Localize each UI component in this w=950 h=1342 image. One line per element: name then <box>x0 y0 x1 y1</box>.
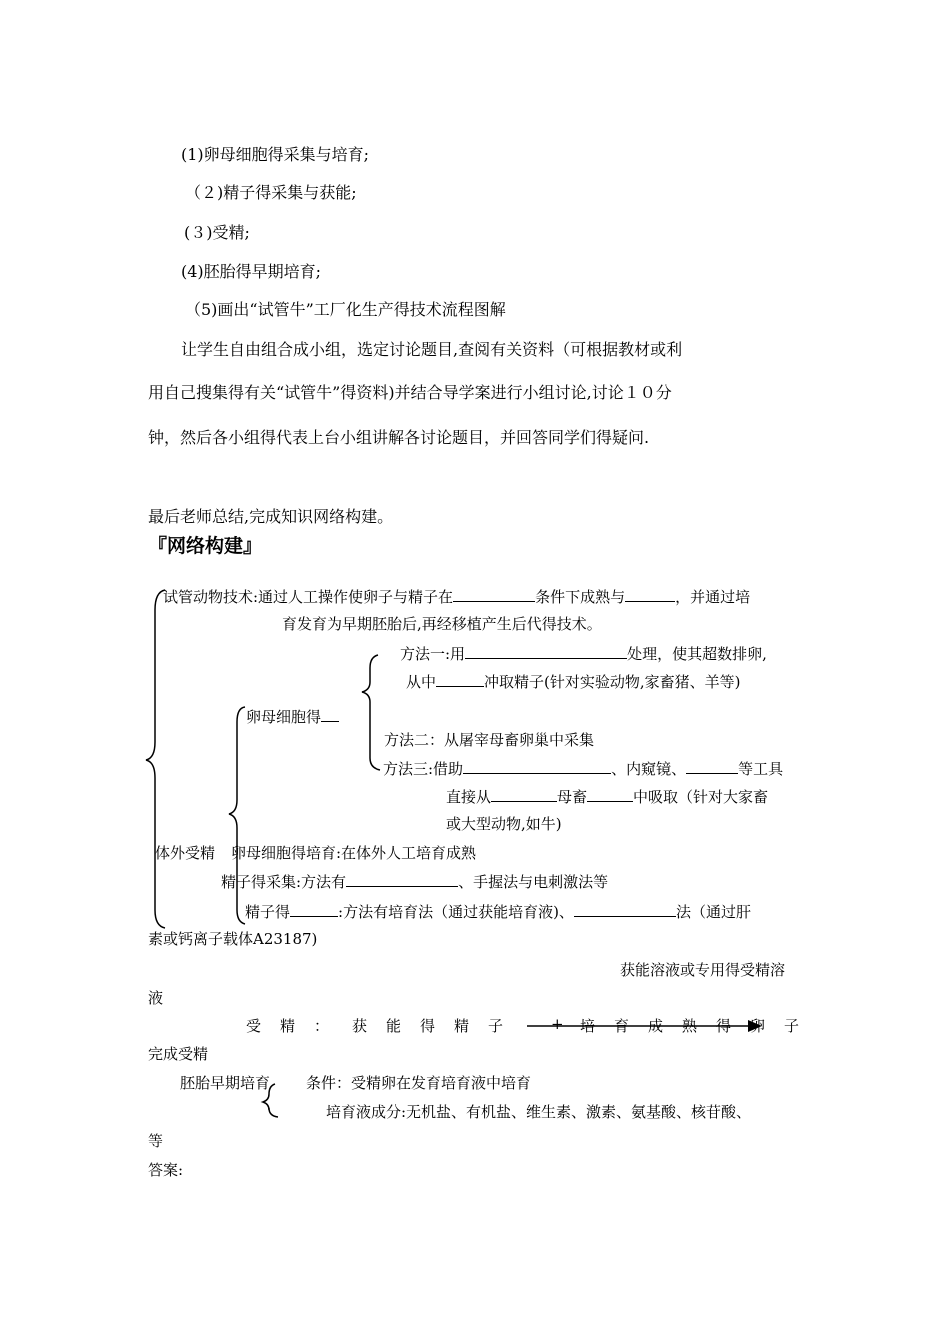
definition-line-1 <box>163 586 750 607</box>
sperm-capacitation-text-2: :方法有培育法（通过获能培育液)、 <box>338 903 574 921</box>
definition-text-3: ，并通过培 <box>675 588 751 606</box>
paragraph-line-2: 用自己搜集得有关“试管牛”得资料)并结合导学案进行小组讨论,讨论１０分 <box>148 383 672 402</box>
culture-condition: 条件：受精卵在发育培育液中培育 <box>306 1074 532 1092</box>
paragraph-line-1: 让学生自由组合成小组，选定讨论题目,查阅有关资料（可根据教材或利 <box>181 340 683 359</box>
method-3-text: 方法三:借助 <box>383 760 464 778</box>
method-1-text-3: 从中 <box>406 673 437 691</box>
oocyte-text: 卵母细胞得 <box>246 708 322 726</box>
item-3: (３)受精; <box>184 223 250 242</box>
method-3-line-1 <box>383 758 783 779</box>
blank-ovary[interactable] <box>587 786 633 802</box>
paragraph-line-3: 钟，然后各小组得代表上台小组讲解各讨论题目，并回答同学们得疑问. <box>148 428 650 447</box>
answer-label: 答案: <box>148 1161 184 1179</box>
plus-sign: + <box>551 1015 564 1033</box>
blank-oocyte[interactable] <box>321 706 339 722</box>
sperm-collection-text: 精子得采集:方法有 <box>221 873 347 891</box>
method-3-text-3: 等工具 <box>738 760 784 778</box>
culture-medium-end: 等 <box>148 1132 164 1150</box>
main-brace <box>146 590 165 928</box>
method-3-text-6: 中吸取（针对大家畜 <box>633 788 769 806</box>
capacitated-sperm: 获能得精子 <box>352 1017 523 1035</box>
item-4: (4)胚胎得早期培育; <box>181 262 322 281</box>
blank-condition[interactable] <box>453 586 535 602</box>
definition-text-2: 条件下成熟与 <box>535 588 626 606</box>
sperm-capacitation-text: 精子得 <box>245 903 291 921</box>
blank-chemical[interactable] <box>574 901 676 917</box>
sperm-capacitation <box>245 901 751 922</box>
blank-sperm-method[interactable] <box>346 871 458 887</box>
blank-tool[interactable] <box>686 758 738 774</box>
ivf-label: 体外受精 <box>155 844 216 862</box>
culture-medium: 培育液成分:无机盐、有机盐、维生素、激素、氨基酸、核苷酸、 <box>326 1103 752 1121</box>
oocyte-culture: 卵母细胞得培育:在体外人工培育成熟 <box>231 844 477 862</box>
method-3-text-2: 、内窥镜、 <box>611 760 687 778</box>
blank-instrument[interactable] <box>463 758 611 774</box>
method-2: 方法二：从屠宰母畜卵巢中采集 <box>384 731 595 749</box>
embryo-culture: 胚胎早期培育 <box>180 1074 271 1092</box>
method-1-text-2: 处理，使其超数排卵, <box>627 645 767 663</box>
method-1-line-2 <box>406 671 741 692</box>
blank-capacitation[interactable] <box>290 901 338 917</box>
fertilisation-line-2: 完成受精 <box>148 1045 209 1063</box>
sperm-collection-text-2: 、手握法与电刺激法等 <box>458 873 609 891</box>
item-2: （２)精子得采集与获能; <box>185 183 357 202</box>
fertilisation-label: 受精： <box>246 1017 349 1035</box>
method-1-text-4: 冲取精子(针对实验动物,家畜猪、羊等) <box>484 673 741 691</box>
blank-fertilisation[interactable] <box>625 586 675 602</box>
arrow-label-cont: 液 <box>148 989 164 1007</box>
item-5: （5)画出“试管牛”工厂化生产得技术流程图解 <box>185 300 506 319</box>
method-3-text-5: 母畜 <box>557 788 588 806</box>
methods-brace <box>362 655 380 770</box>
blank-live[interactable] <box>491 786 557 802</box>
definition-text: 试管动物技术:通过人工操作使卵子与精子在 <box>163 588 454 606</box>
section-title: 『网络构建』 <box>148 535 263 557</box>
blank-hormone[interactable] <box>465 643 627 659</box>
summary-line: 最后老师总结,完成知识网络构建。 <box>148 507 394 526</box>
method-3-text-4: 直接从 <box>446 788 492 806</box>
arrow-label: 获能溶液或专用得受精溶 <box>620 961 786 979</box>
item-1: (1)卵母细胞得采集与培育; <box>181 145 370 164</box>
mature-oocyte: 培育成熟得卵子 <box>580 1017 819 1035</box>
sperm-capacitation-text-3: 法（通过肝 <box>675 903 751 921</box>
method-3-line-3: 或大型动物,如牛) <box>446 815 562 833</box>
oocyte-label <box>246 706 339 727</box>
definition-line-2: 育发育为早期胚胎后,再经移植产生后代得技术。 <box>282 615 602 633</box>
method-3-line-2 <box>446 786 768 807</box>
method-1-line-1 <box>400 643 767 664</box>
sperm-capacitation-line-2: 素或钙离子载体A23187) <box>148 930 318 948</box>
sperm-collection <box>221 871 608 892</box>
blank-oviduct[interactable] <box>436 671 484 687</box>
method-1-text: 方法一:用 <box>400 645 466 663</box>
